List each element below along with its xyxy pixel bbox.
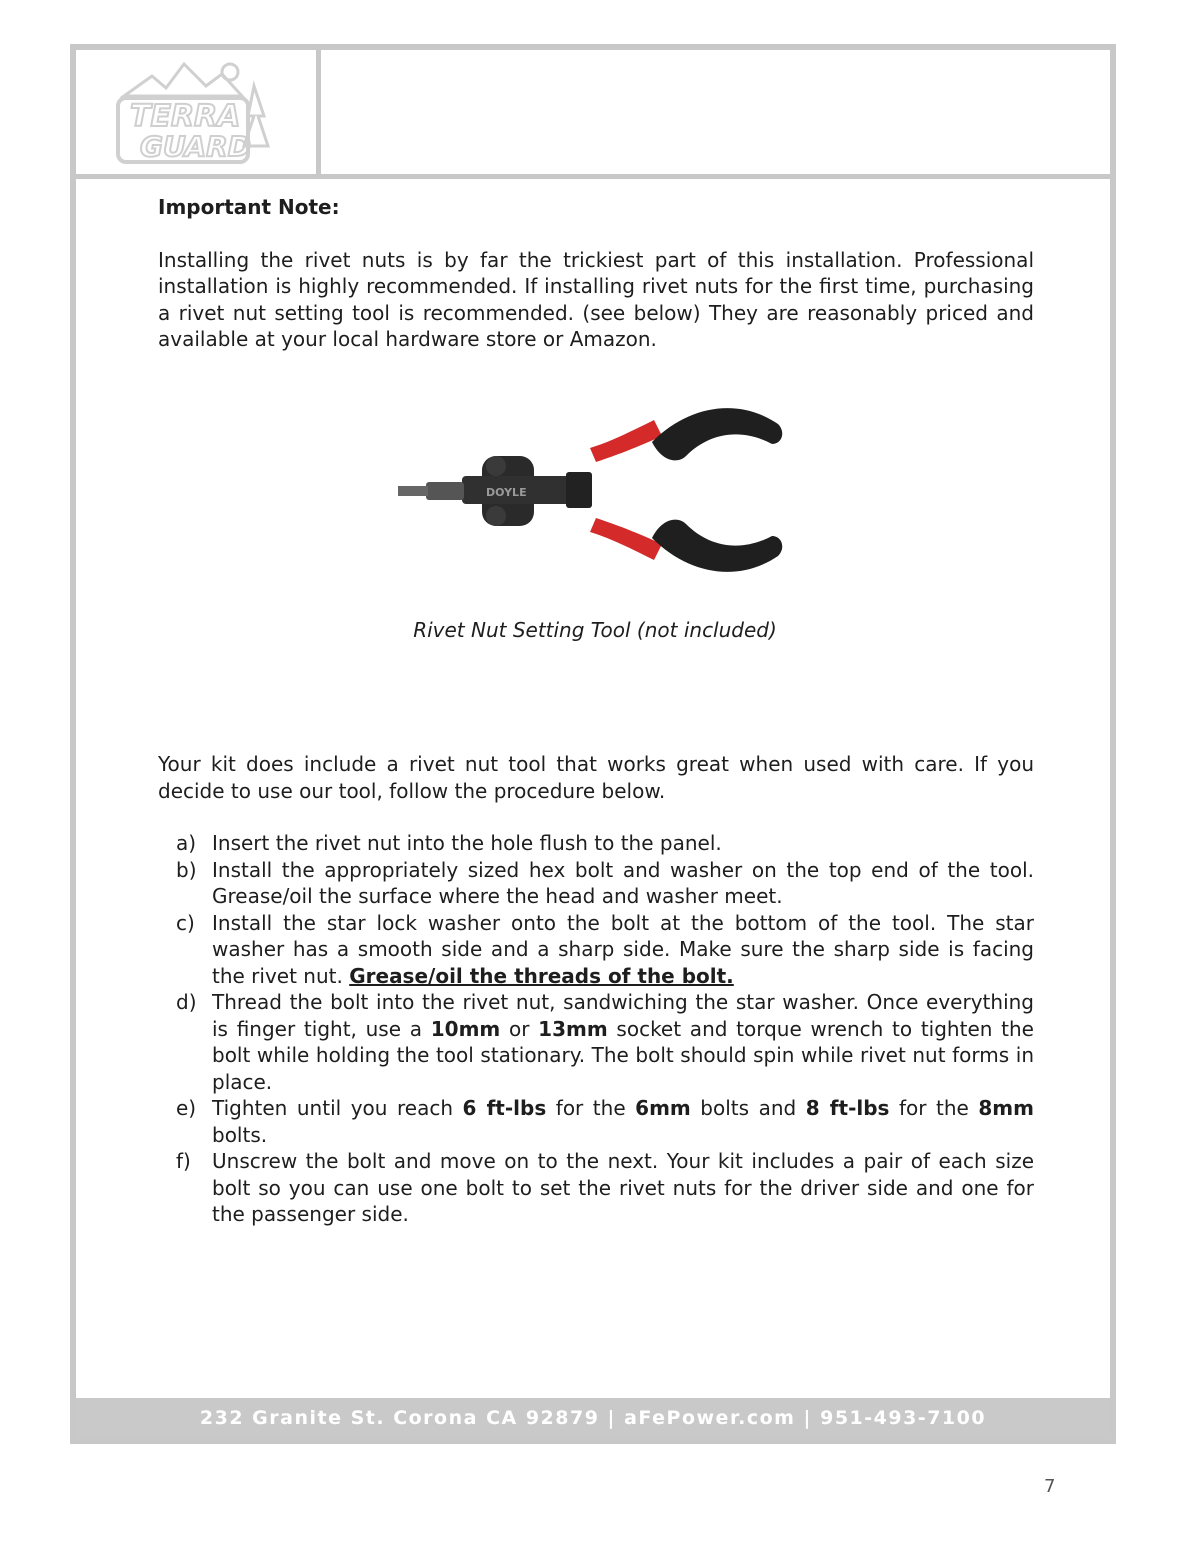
step-marker: b) bbox=[176, 857, 197, 882]
step-text: Install the appropriately sized hex bolt and washer on the top end of the tool. Grease/oil the surface where the head and washer meet. bbox=[212, 857, 1034, 908]
note-paragraph: Installing the rivet nuts is by far the trickiest part of this installation. Professional installation is highly recommended. If installing rivet nuts for the first time, purchasing a rivet nut setting tool is recommended. (see below) They are reasonably priced and available at your local hardware store or Amazon. bbox=[158, 247, 1034, 351]
step-text: Insert the rivet nut into the hole flush to the panel. bbox=[212, 831, 722, 855]
important-note-section bbox=[158, 194, 1034, 353]
step-text: bolts and bbox=[690, 1096, 806, 1120]
step-text: for the bbox=[546, 1096, 636, 1120]
socket-size-13mm: 13mm bbox=[538, 1016, 608, 1041]
step-d bbox=[158, 989, 1034, 1095]
figure-caption: Rivet Nut Setting Tool (not included) bbox=[413, 618, 777, 642]
bolt-size-6mm: 6mm bbox=[635, 1096, 691, 1120]
rivet-nut-tool-image bbox=[390, 398, 790, 598]
step-f bbox=[158, 1148, 1034, 1228]
step-emphasis: Grease/oil the threads of the bolt. bbox=[349, 963, 734, 988]
kit-procedure-section bbox=[158, 751, 1034, 1228]
step-text: for the bbox=[889, 1096, 979, 1120]
step-marker: c) bbox=[176, 910, 195, 935]
step-marker: e) bbox=[176, 1096, 197, 1120]
step-marker: d) bbox=[176, 990, 197, 1014]
step-text: bolts. bbox=[212, 1122, 268, 1147]
step-b bbox=[158, 857, 1034, 910]
tool-brand-label: DOYLE bbox=[486, 486, 527, 499]
step-text: or bbox=[500, 1016, 539, 1041]
logo-text-guard: GUARD bbox=[140, 130, 251, 163]
step-text: Install the star lock washer onto the bolt at the bottom of the tool. The star washer has a smooth side and a sharp side. Make sure the sharp side is facing the rivet nut. bbox=[212, 910, 1034, 988]
logo-cell bbox=[76, 50, 321, 174]
step-c bbox=[158, 910, 1034, 990]
step-text: Unscrew the bolt and move on to the next. Your kit includes a pair of each size bolt so you can use one bolt to set the rivet nuts for the driver side and one for the passenger side. bbox=[212, 1149, 1034, 1226]
kit-intro: Your kit does include a rivet nut tool that works great when used with care. If you decide to use our tool, follow the procedure below. bbox=[158, 752, 1034, 803]
header-row bbox=[76, 50, 1110, 179]
step-text: Thread the bolt into the rivet nut, sandwiching the star washer. Once everything is finger tight, use a bbox=[212, 990, 1034, 1041]
step-a bbox=[158, 830, 1034, 857]
terra-guard-logo bbox=[114, 56, 274, 168]
torque-8: 8 ft-lbs bbox=[805, 1096, 890, 1120]
logo-text-terra: TERRA bbox=[130, 99, 241, 134]
step-e bbox=[158, 1095, 1034, 1148]
step-text: socket and torque wrench to tighten the bolt while holding the tool stationary. The bolt should spin while rivet nut forms in place. bbox=[212, 1016, 1034, 1094]
step-marker: f) bbox=[176, 1149, 191, 1173]
torque-6: 6 ft-lbs bbox=[462, 1096, 547, 1120]
note-title: Important Note: bbox=[158, 195, 340, 219]
step-text: Tighten until you reach bbox=[212, 1096, 463, 1120]
footer-contact-bar: 232 Granite St. Corona CA 92879 | aFePower.com | 951-493-7100 bbox=[76, 1398, 1110, 1438]
page-number: 7 bbox=[1044, 1476, 1056, 1497]
bolt-size-8mm: 8mm bbox=[978, 1096, 1034, 1120]
step-marker: a) bbox=[176, 831, 197, 855]
socket-size-10mm: 10mm bbox=[430, 1016, 501, 1041]
procedure-steps bbox=[158, 830, 1034, 1228]
